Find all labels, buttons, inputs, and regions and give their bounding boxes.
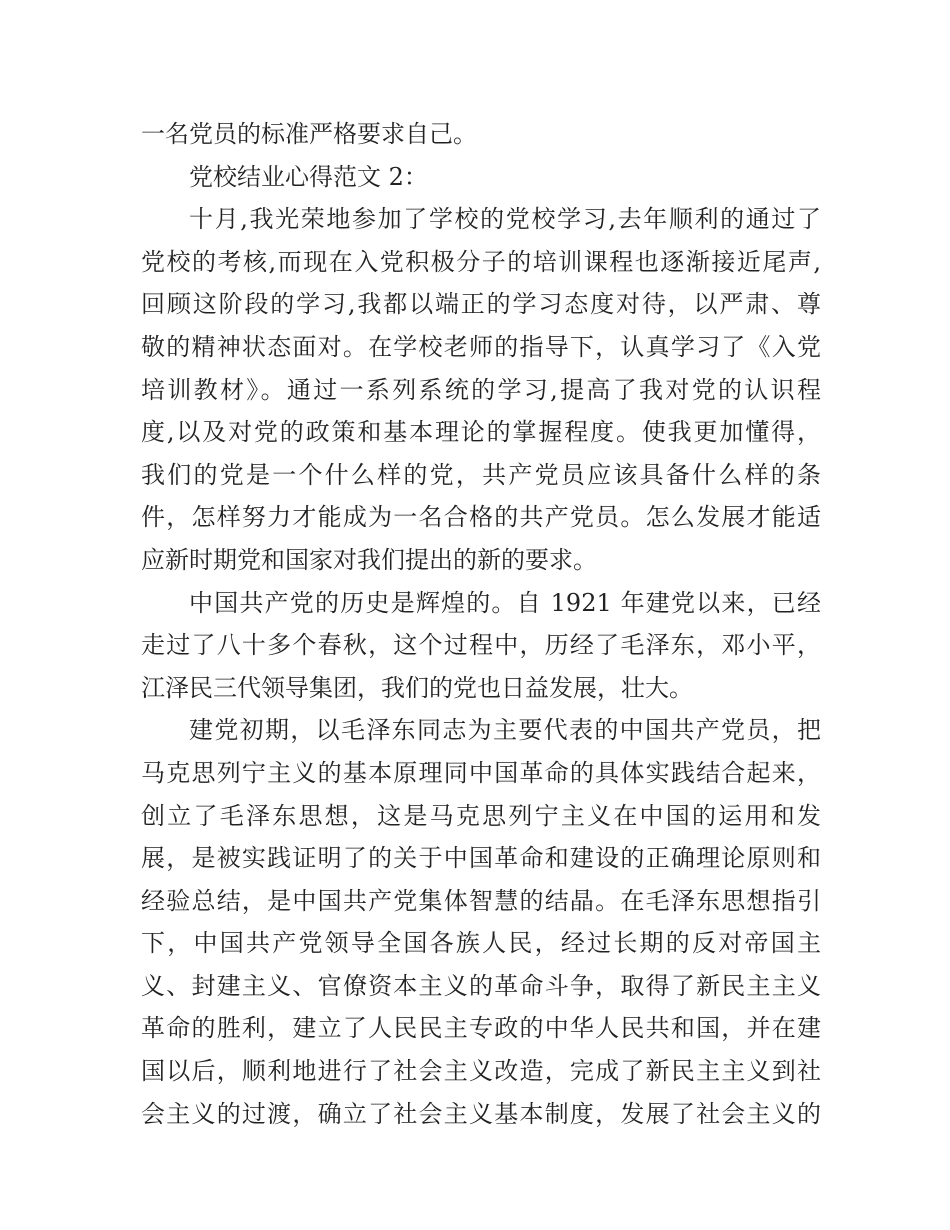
text-line: 会主义的过渡，确立了社会主义基本制度，发展了社会主义的 [141, 1099, 821, 1128]
text-line: 回顾这阶段的学习,我都以端正的学习态度对待，以严肃、尊 [141, 290, 821, 319]
text-line: 走过了八十多个春秋，这个过程中，历经了毛泽东，邓小平， [141, 631, 821, 660]
text-line: 党校的考核,而现在入党积极分子的培训课程也逐渐接近尾声, [141, 247, 821, 276]
text-line: 马克思列宁主义的基本原理同中国革命的具体实践结合起来， [141, 758, 821, 787]
text-line: 应新时期党和国家对我们提出的新的要求。 [141, 545, 597, 574]
text-line: 度,以及对党的政策和基本理论的掌握程度。使我更加懂得， [141, 418, 821, 447]
document-body [141, 113, 821, 1135]
text-line: 党校结业心得范文 2： [189, 162, 428, 191]
text-line: 国以后，顺利地进行了社会主义改造，完成了新民主主义到社 [141, 1057, 821, 1086]
text-line: 创立了毛泽东思想，这是马克思列宁主义在中国的运用和发 [141, 801, 821, 830]
text-line: 下，中国共产党领导全国各族人民，经过长期的反对帝国主 [141, 929, 821, 958]
text-line: 义、封建主义、官僚资本主义的革命斗争，取得了新民主主义 [141, 971, 821, 1000]
text-line: 经验总结，是中国共产党集体智慧的结晶。在毛泽东思想指引 [141, 886, 821, 915]
text-line: 敬的精神状态面对。在学校老师的指导下，认真学习了《入党 [141, 332, 821, 361]
text-line: 展，是被实践证明了的关于中国革命和建设的正确理论原则和 [141, 844, 821, 873]
text-line: 革命的胜利，建立了人民民主专政的中华人民共和国，并在建 [141, 1014, 821, 1043]
text-line: 一名党员的标准严格要求自己。 [141, 120, 477, 148]
text-line: 培训教材》。通过一系列系统的学习,提高了我对党的认识程 [141, 375, 821, 404]
text-line: 建党初期，以毛泽东同志为主要代表的中国共产党员，把 [189, 716, 821, 745]
text-line: 江泽民三代领导集团，我们的党也日益发展，壮大。 [141, 673, 693, 702]
text-line: 中国共产党的历史是辉煌的。自 1921 年建党以来，已经 [189, 588, 821, 617]
text-line: 十月,我光荣地参加了学校的党校学习,去年顺利的通过了 [189, 205, 821, 234]
text-line: 我们的党是一个什么样的党，共产党员应该具备什么样的条 [141, 460, 821, 489]
text-line: 件，怎样努力才能成为一名合格的共产党员。怎么发展才能适 [141, 503, 821, 532]
